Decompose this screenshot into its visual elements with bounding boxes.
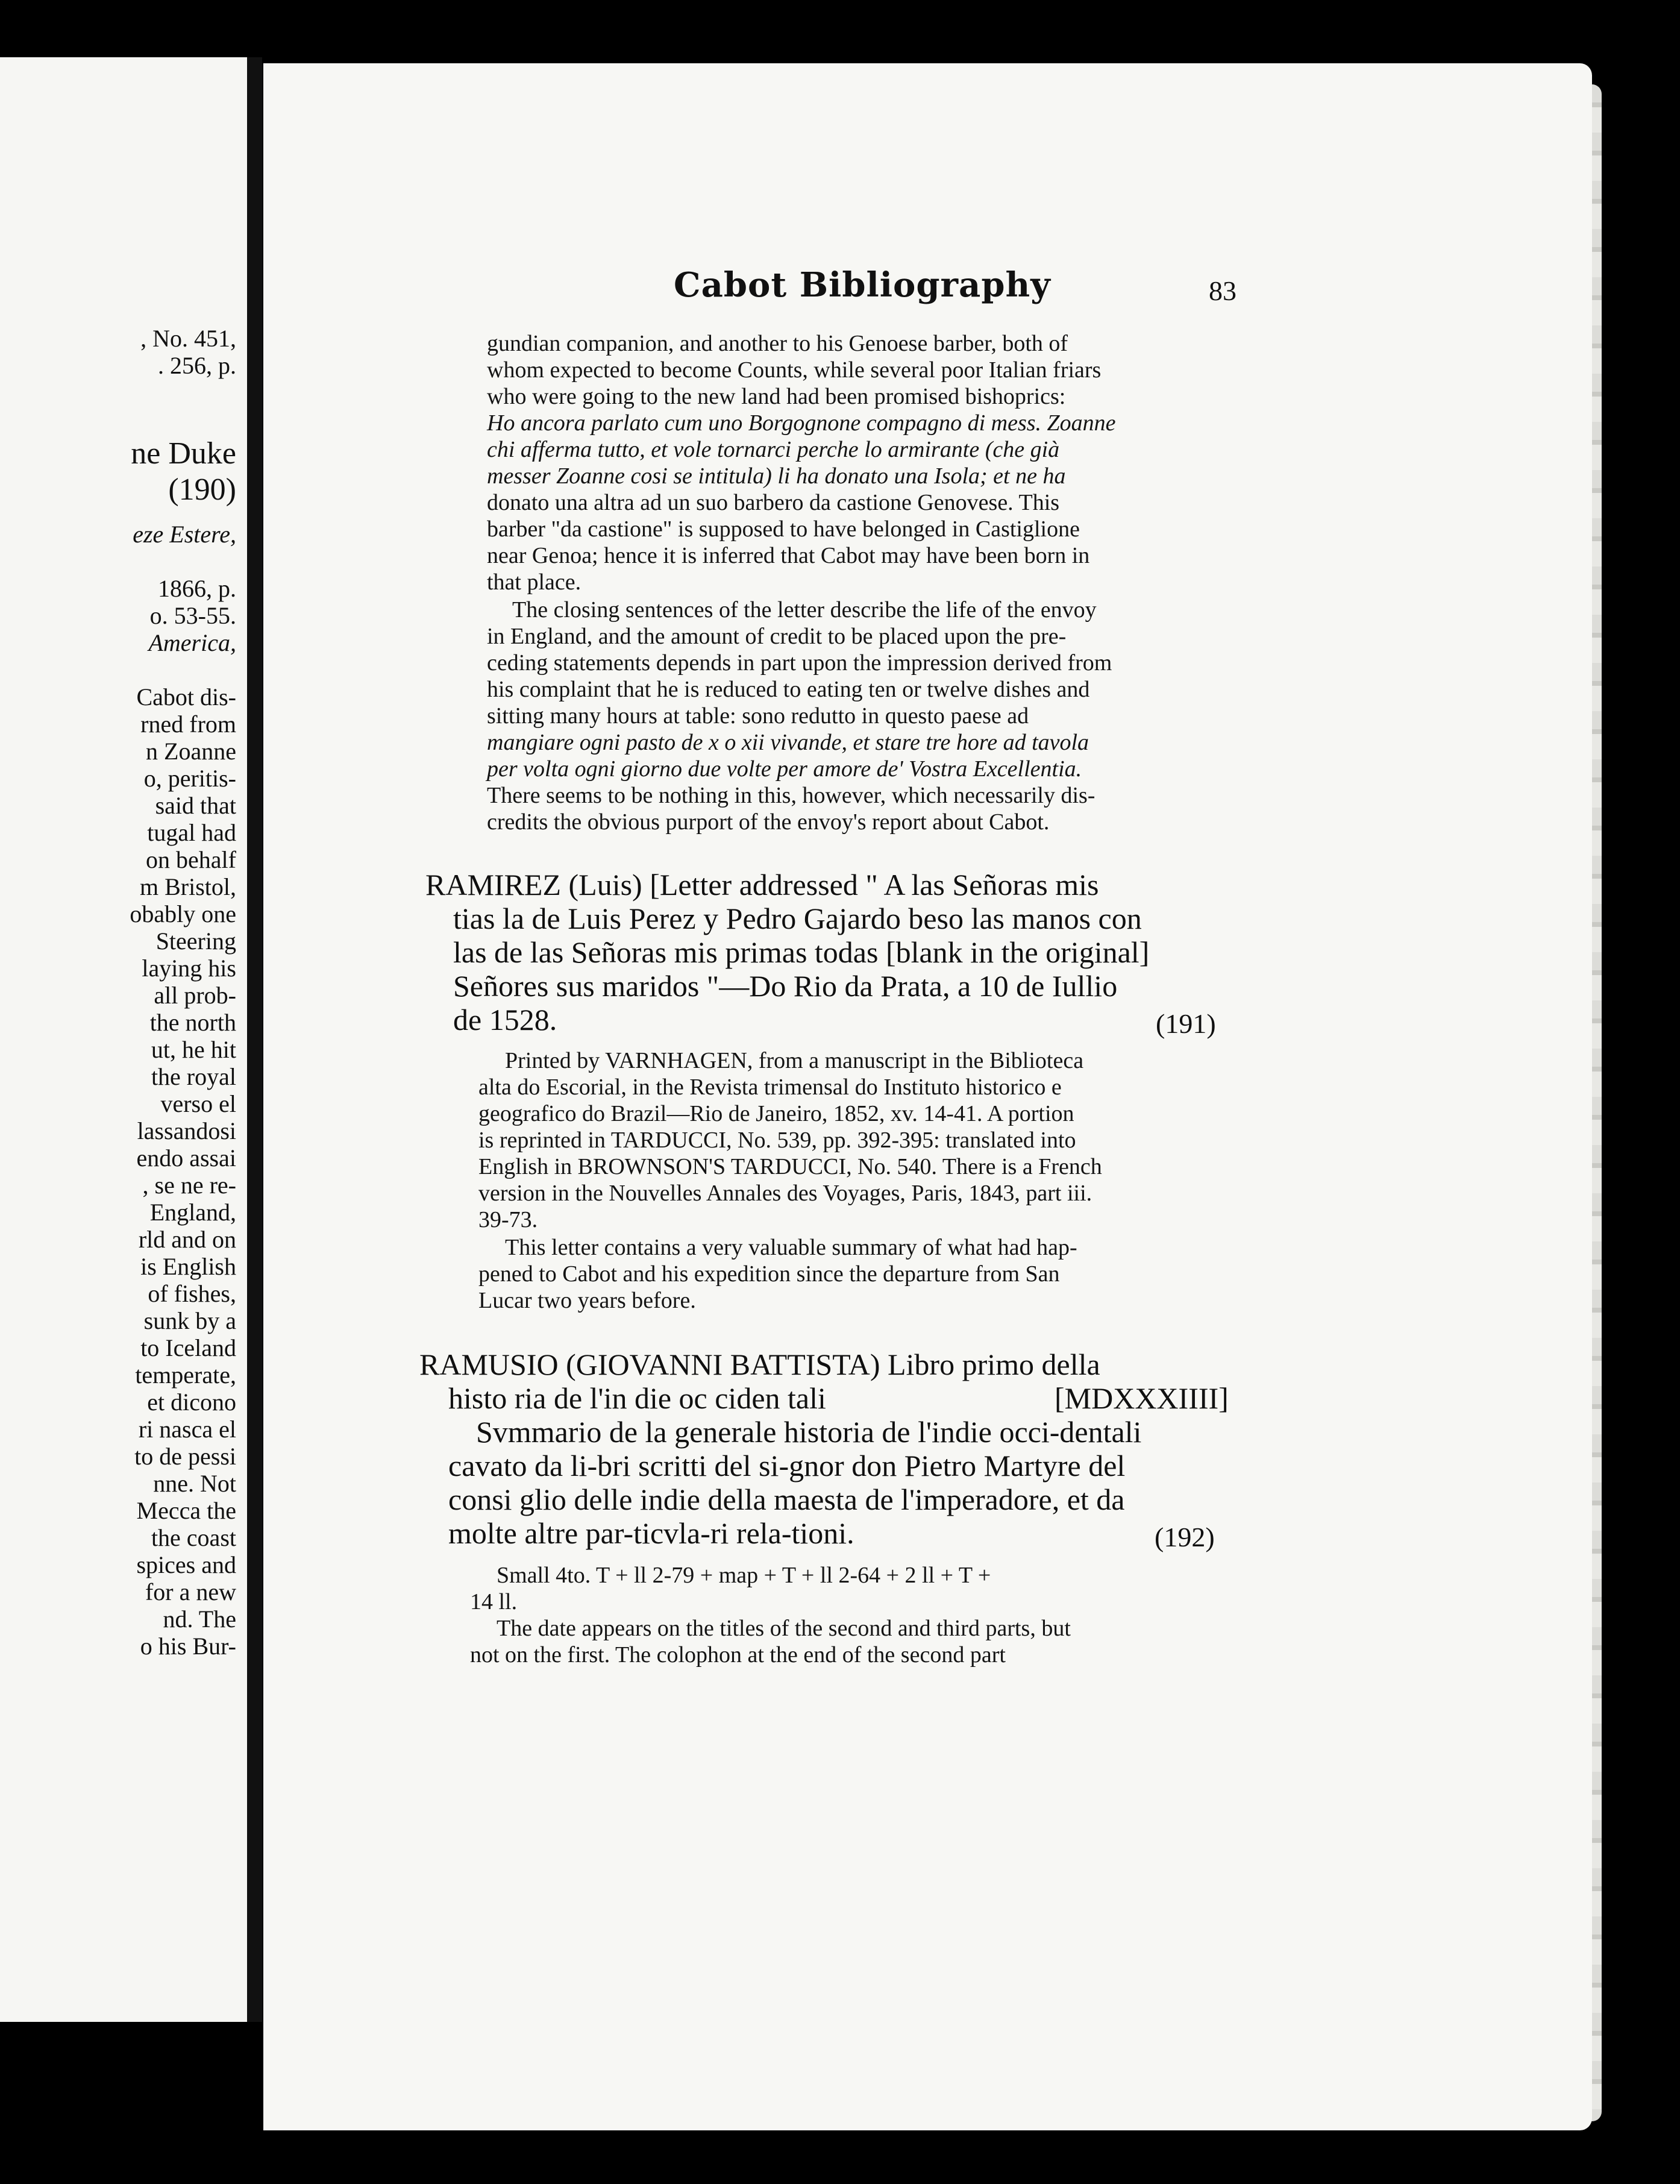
text-line: chi afferma tutto, et vole tornarci perche lo armirante (che già [487, 437, 1060, 462]
note-line: is reprinted in TARDUCCI, No. 539, pp. 392-395: translated into [478, 1128, 1076, 1153]
left-line: America, [148, 629, 236, 656]
left-line: ri nasca el [138, 1416, 236, 1443]
note-line: Small 4to. T + ll 2-79 + map + T + ll 2-64 + 2 ll + T + [497, 1563, 991, 1588]
left-line: is English [140, 1253, 236, 1280]
note-line: This letter contains a very valuable summary of what had hap- [505, 1235, 1077, 1260]
entry-heading: RAMUSIO (GIOVANNI BATTISTA) Libro primo della [419, 1348, 1100, 1381]
entry-heading: Svmmario de la generale historia de l'indie occi-dentali [476, 1415, 1142, 1449]
text-line: sitting many hours at table: sono redutto in questo paese ad [487, 703, 1029, 729]
left-line: (190) [168, 472, 236, 507]
left-line: to Iceland [140, 1334, 236, 1361]
running-head: Cabot Bibliography [674, 265, 1051, 305]
left-line: the north [149, 1009, 236, 1036]
text-line: in England, and the amount of credit to be placed upon the pre- [487, 624, 1067, 649]
left-line: Mecca the [136, 1497, 236, 1524]
left-line: the coast [151, 1524, 236, 1551]
left-line: m Bristol, [139, 873, 236, 900]
left-line: lassandosi [137, 1117, 236, 1144]
left-line: the royal [151, 1063, 236, 1090]
left-line: nne. Not [153, 1470, 236, 1497]
left-line: laying his [142, 955, 236, 982]
note-line: Printed by VARNHAGEN, from a manuscript in the Biblioteca [505, 1048, 1084, 1073]
left-line: obably one [130, 900, 236, 927]
left-line: all prob- [154, 982, 236, 1009]
left-line: spices and [136, 1551, 236, 1578]
text-line: per volta ogni giorno due volte per amore de' Vostra Excellentia. [487, 756, 1082, 782]
note-line: geografico do Brazil—Rio de Janeiro, 1852, xv. 14-41. A portion [478, 1101, 1074, 1126]
entry-heading: histo ria de l'in die oc ciden tali [448, 1381, 826, 1415]
note-line: 14 ll. [470, 1589, 518, 1614]
left-line: said that [155, 792, 236, 819]
text-line: credits the obvious purport of the envoy's report about Cabot. [487, 809, 1050, 835]
left-line: . 256, p. [158, 352, 236, 379]
note-line: version in the Nouvelles Annales des Voyages, Paris, 1843, part iii. [478, 1181, 1092, 1206]
left-line: nd. The [163, 1605, 236, 1633]
text-line: barber "da castione" is supposed to have belonged in Castiglione [487, 516, 1080, 542]
left-line: et dicono [147, 1389, 236, 1416]
text-line: messer Zoanne cosi se intitula) li ha donato una Isola; et ne ha [487, 463, 1066, 489]
entry-number: (192) [1155, 1522, 1215, 1552]
text-line: There seems to be nothing in this, however, which necessarily dis- [487, 783, 1095, 808]
entry-heading: RAMIREZ (Luis) [Letter addressed " A las Señoras mis [425, 868, 1099, 902]
left-line: o, peritis- [143, 765, 236, 792]
note-line: 39-73. [478, 1207, 538, 1232]
left-line: ne Duke [131, 436, 236, 471]
left-line: endo assai [136, 1144, 236, 1172]
left-line: o. 53-55. [149, 602, 236, 629]
left-line: sunk by a [143, 1307, 236, 1334]
left-line: England, [149, 1199, 236, 1226]
left-line: 1866, p. [158, 575, 236, 602]
note-line: alta do Escorial, in the Revista trimensal do Instituto historico e [478, 1075, 1062, 1100]
text-line: that place. [487, 570, 581, 595]
entry-number: (191) [1156, 1008, 1216, 1039]
entry-heading: de 1528. [453, 1003, 557, 1037]
entry-heading: tias la de Luis Perez y Pedro Gajardo beso las manos con [453, 902, 1142, 935]
note-line: Lucar two years before. [478, 1288, 696, 1313]
text-line: who were going to the new land had been promised bishoprics: [487, 384, 1066, 409]
text-line: The closing sentences of the letter describe the life of the envoy [512, 597, 1097, 623]
left-line: ut, he hit [151, 1036, 236, 1063]
left-line: rld and on [138, 1226, 236, 1253]
text-line: whom expected to become Counts, while several poor Italian friars [487, 357, 1102, 383]
left-line: temperate, [135, 1361, 236, 1389]
left-line: verso el [160, 1090, 236, 1117]
text-line: near Genoa; hence it is inferred that Cabot may have been born in [487, 543, 1090, 568]
left-line: Cabot dis- [136, 683, 236, 711]
left-line: eze Estere, [133, 521, 236, 548]
left-line: , se ne re- [142, 1172, 236, 1199]
entry-heading: Señores sus maridos "—Do Rio da Prata, a 10 de Iullio [453, 969, 1118, 1003]
note-line: English in BROWNSON'S TARDUCCI, No. 540. There is a French [478, 1154, 1102, 1179]
entry-heading: consi glio delle indie della maesta de l'imperadore, et da [448, 1483, 1125, 1516]
text-line: his complaint that he is reduced to eating ten or twelve dishes and [487, 677, 1090, 702]
text-line: ceding statements depends in part upon the impression derived from [487, 650, 1112, 676]
left-line: for a new [145, 1578, 236, 1605]
text-line: mangiare ogni pasto de x o xii vivande, et stare tre hore ad tavola [487, 730, 1089, 755]
book-gutter [247, 57, 262, 2022]
entry-date: [MDXXXIIII] [1055, 1381, 1229, 1415]
left-line: on behalf [146, 846, 236, 873]
text-line: gundian companion, and another to his Genoese barber, both of [487, 331, 1068, 356]
left-line: of fishes, [148, 1280, 236, 1307]
note-line: not on the first. The colophon at the end of the second part [470, 1642, 1006, 1668]
left-line: n Zoanne [146, 738, 236, 765]
note-line: The date appears on the titles of the second and third parts, but [497, 1616, 1071, 1641]
left-line: rned from [140, 711, 236, 738]
entry-heading: molte altre par-ticvla-ri rela-tioni. [448, 1516, 854, 1550]
left-line: , No. 451, [140, 325, 236, 352]
text-line: donato una altra ad un suo barbero da castione Genovese. This [487, 490, 1060, 515]
page-number: 83 [1209, 275, 1236, 306]
text-line: Ho ancora parlato cum uno Borgognone compagno di mess. Zoanne [487, 410, 1116, 436]
left-line: to de pessi [134, 1443, 236, 1470]
left-line: tugal had [147, 819, 236, 846]
left-line: o his Bur- [140, 1633, 236, 1660]
left-line: Steering [155, 927, 236, 955]
left-page [0, 57, 247, 2022]
note-line: pened to Cabot and his expedition since the departure from San [478, 1261, 1060, 1287]
entry-heading: cavato da li-bri scritti del si-gnor don Pietro Martyre del [448, 1449, 1126, 1483]
entry-heading: las de las Señoras mis primas todas [blank in the original] [453, 935, 1150, 969]
